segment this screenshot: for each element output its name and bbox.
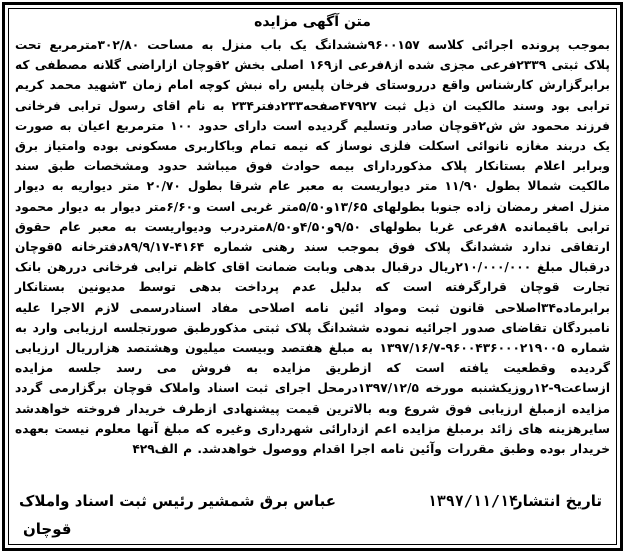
signer-city: قوچان — [23, 520, 72, 538]
footer-row — [15, 488, 610, 514]
notice-footer — [15, 488, 610, 538]
notice-title: متن آگهی مزایده — [254, 14, 371, 30]
signer-name: عباس برق شمشیر رئیس ثبت اسناد واملاک — [19, 492, 337, 510]
auction-notice — [2, 2, 623, 551]
publish-date-value: ۱۳۹۷/۱۱/۱۴ — [427, 492, 518, 510]
publish-date-label: تاریخ انتشار — [514, 492, 602, 510]
notice-body: بموجب پرونده اجرائی کلاسه ۹۶۰۰۱۵۷ششدانگ یک باب منزل به مساحت ۳۰۲/۸۰مترمربع تحت پلاک ثبتی ۲۳۳۹فرعی مجزی شده از۸فرعی از۱۶۹ اصلی بخش ۲قوچان ازاراضی گلانه مصطفی که برابرگزارش کارشناس واقع درروستای فرخان پلیس راه نبش کوچه امام زمان ۳شهید محمد کریم ترابی بود وسند مالکیت ان ذیل ثبت ۴۷۹۲۷صفحه۲۳۳دفتر۲۳۴ به نام اقای رسول ترابی فرخانی فرزند محمود ش ش۲قوچان صادر وتسلیم گردیده است دارای حدود ۱۰۰ مترمربع اعیان به صورت یک دربند مغازه نانوائی اسکلت فلزی نوساز که نیمه تمام وباکاربری مسکونی بوده وامتیاز برق وبرابر اعلام بستانکار پلاک مذکوردارای بیمه حوادث فوق میباشد حدود ومشخصات طبق سند مالکیت شمالا بطول ۱۱/۹۰ متر دیواریست به معبر عام شرقا بطول ۲۰/۷۰ متر دیواریه به دیوار منزل اصغر رمضان زاده جنوبا بطولهای ۱۳/۶۵و۵/۵۰متر غربی است و۶/۶۰متر دیوار به دیوار محمود ترابی باقیمانده ۸فرعی غربا بطولهای ۹/۵۰و۴/۵۰و۸/۵۰متردرب ودیواریست به معبر عام حقوق ارتفاقی ندارد ششدانگ پلاک فوق بموجب سند رهنی شماره ۴۱۶۴-۸۹/۹/۱۷دفترخانه ۵قوچان درقبال مبلغ ۲۱۰/۰۰۰/۰۰۰ریال درقبال بدهی وبابت ضمانت اقای کاظم ترابی فرخانی دررهن بانک تجارت قوچان قرارگرفته است که بدلیل عدم پرداخت بدهی توسط مدیونین بستانکار برابرماده۳۴اصلاحی قانون ثبت ومواد ائین نامه اصلاحی مفاد اسنادرسمی لازم الاجرا علیه نامبردگان تقاضای صدور اجرائیه نموده ششدانگ پلاک ثبتی مذکورطبق صورتجلسه ارزیابی وارد به شماره ۹۶۰۰۴۳۶۰۰۰۲۱۹۰۰۵-۱۳۹۷/۱۶/۷ به مبلغ هفتصد وبیست میلیون وهشتصد هزارریال ارزیابی گردیده وقطعیت یافته است که ازطریق مزایده به فروش می رسد جلسه مزایده ازساعت۹-۱۲روزیکشنبه مورخه ۱۳۹۷/۱۲/۵درمحل اجرای ثبت اسناد واملاک قوچان برگزارمی گردد مزایده ازمبلغ ارزیابی فوق شروع وبه بالاترین قیمت پیشنهادی ازطرف خریدار فروخته خواهدشد سایرهزینه های زائد برمبلغ مزایده اعم ازدارائی شهرداری وغیره که مبلغ آنها معلوم نیست بعهده خریدار بوده وطبق مقررات وآئین نامه اجرا اقدام ووصول خواهدشد. م الف۴۲۹ — [15, 38, 611, 457]
